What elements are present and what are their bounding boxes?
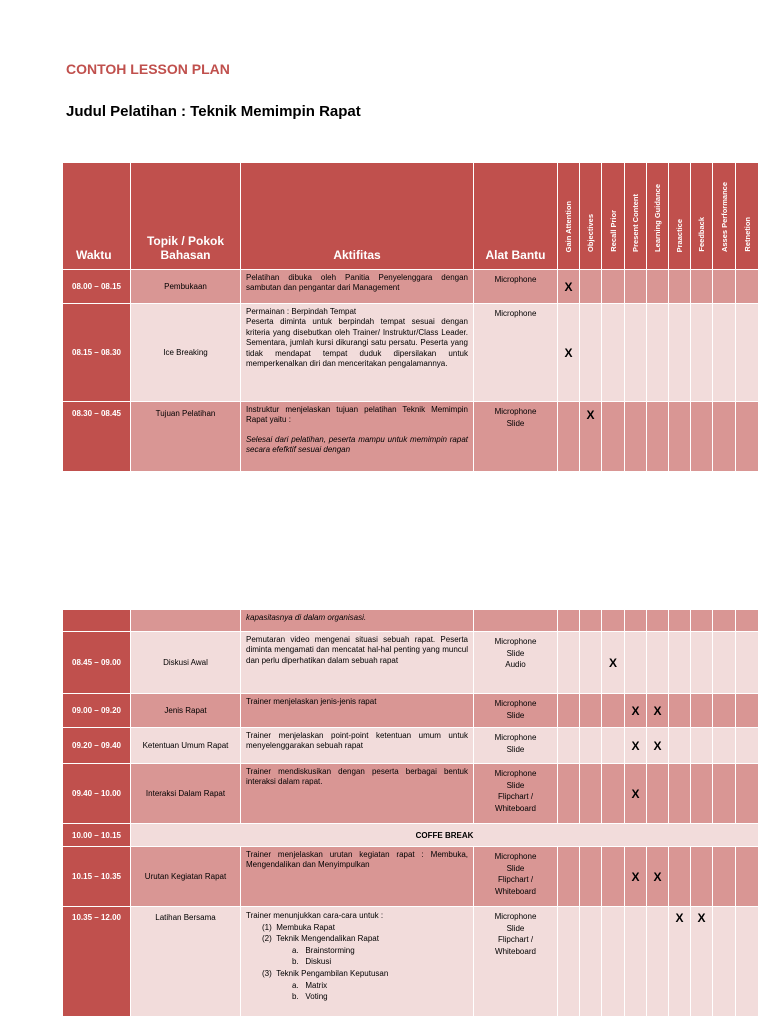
tools-cell: Microphone Slide — [474, 694, 558, 728]
document-title: CONTOH LESSON PLAN — [66, 61, 230, 77]
mark-cell — [558, 764, 580, 824]
coffee-break-label: COFFE BREAK — [131, 824, 759, 847]
mark-cell — [647, 632, 669, 694]
topic-cell: Tujuan Pelatihan — [131, 402, 241, 472]
mark-cell — [625, 632, 647, 694]
mark-cell — [736, 270, 759, 304]
mark-cell — [625, 304, 647, 402]
mark-cell — [647, 402, 669, 472]
mark-cell — [736, 304, 759, 402]
mark-cell — [647, 270, 669, 304]
mark-cell: X — [558, 304, 580, 402]
activity-cell: kapasitasnya di dalam organisasi. — [241, 610, 474, 632]
tools-cell: Microphone — [474, 270, 558, 304]
header-learning-guidance: Learning Guidance — [647, 163, 669, 270]
mark-cell — [736, 907, 759, 1017]
mark-cell — [602, 847, 625, 907]
topic-cell — [131, 610, 241, 632]
tools-cell: Microphone Slide — [474, 728, 558, 764]
mark-cell — [602, 304, 625, 402]
mark-cell — [691, 402, 713, 472]
activity-cell: Trainer menjelaskan point-point ketentuan umum untuk menyelenggarakan sebuah rapat — [241, 728, 474, 764]
topic-cell: Diskusi Awal — [131, 632, 241, 694]
mark-cell: X — [647, 728, 669, 764]
mark-cell — [713, 847, 736, 907]
activity-cell: Trainer menjelaskan urutan kegiatan rapat : Membuka, Mengendalikan dan Menyimpulkan — [241, 847, 474, 907]
mark-cell — [602, 764, 625, 824]
topic-cell: Ice Breaking — [131, 304, 241, 402]
table-row-break — [63, 824, 759, 847]
header-gain-attention: Gain Attention — [558, 163, 580, 270]
mark-cell — [602, 270, 625, 304]
training-title: Judul Pelatihan : Teknik Memimpin Rapat — [66, 103, 361, 120]
mark-cell — [602, 728, 625, 764]
mark-cell: X — [647, 694, 669, 728]
mark-cell: X — [691, 907, 713, 1017]
mark-cell — [625, 402, 647, 472]
mark-cell — [669, 694, 691, 728]
activity-cell: Trainer mendiskusikan dengan peserta berbagai bentuk interaksi dalam rapat. — [241, 764, 474, 824]
mark-cell — [669, 610, 691, 632]
mark-cell — [669, 402, 691, 472]
activity-cell: Instruktur menjelaskan tujuan pelatihan Teknik Memimpin Rapat yaitu : Selesai dari pelatihan, peserta mampu untuk memimpin rapat secara efefktif sesuai dengan — [241, 402, 474, 472]
activity-cell: Pemutaran video mengenai situasi sebuah rapat. Peserta diminta mengamati dan mencatat hal-hal penting yang muncul dan perlu diperhatikan dalam sebuah rapat — [241, 632, 474, 694]
mark-cell: X — [625, 764, 647, 824]
mark-cell — [736, 728, 759, 764]
mark-cell — [580, 847, 602, 907]
mark-cell — [736, 632, 759, 694]
mark-cell — [713, 270, 736, 304]
topic-cell: Jenis Rapat — [131, 694, 241, 728]
table-row — [63, 270, 759, 304]
time-cell: 10.35 – 12.00 — [63, 907, 131, 1017]
mark-cell — [691, 847, 713, 907]
time-cell: 08.45 – 09.00 — [63, 632, 131, 694]
mark-cell — [736, 610, 759, 632]
mark-cell: X — [647, 847, 669, 907]
mark-cell — [691, 632, 713, 694]
activity-list: (1) Membuka Rapat (2) Teknik Mengendalikan Rapat a. Brainstorming b. Diskusi (3) Teknik Pengambilan Keputusan a. Matrix b. Voting — [262, 922, 389, 1002]
tools-cell: Microphone Slide Flipchart / Whiteboard — [474, 764, 558, 824]
mark-cell: X — [625, 694, 647, 728]
topic-cell: Urutan Kegiatan Rapat — [131, 847, 241, 907]
mark-cell — [713, 610, 736, 632]
mark-cell — [713, 764, 736, 824]
table-row — [63, 610, 759, 632]
mark-cell — [691, 694, 713, 728]
mark-cell: X — [580, 402, 602, 472]
tools-cell: Microphone Slide — [474, 402, 558, 472]
mark-cell: X — [558, 270, 580, 304]
mark-cell: X — [669, 907, 691, 1017]
activity-cell: Permainan : Berpindah Tempat Peserta diminta untuk berpindah tempat sesuai dengan kriteria yang disebutkan oleh Trainer/ Instruktur/Class Leader. Sementara, jumlah kursi dikurangi satu persatu. Peserta yang tidak mendapat tempat duduk dipersilakan untuk memperkenalkan diri dan menceritakan pengalamannya. — [241, 304, 474, 402]
topic-cell: Ketentuan Umum Rapat — [131, 728, 241, 764]
mark-cell — [580, 610, 602, 632]
mark-cell — [669, 270, 691, 304]
mark-cell — [558, 907, 580, 1017]
mark-cell — [691, 304, 713, 402]
header-retnetion: Retnetion — [736, 163, 759, 270]
mark-cell — [602, 402, 625, 472]
header-asses-performance: Asses Performance — [713, 163, 736, 270]
mark-cell — [580, 694, 602, 728]
mark-cell — [736, 694, 759, 728]
time-cell: 08.30 – 08.45 — [63, 402, 131, 472]
mark-cell — [669, 847, 691, 907]
mark-cell — [736, 402, 759, 472]
time-cell: 10.15 – 10.35 — [63, 847, 131, 907]
mark-cell — [691, 764, 713, 824]
mark-cell — [602, 694, 625, 728]
mark-cell — [558, 728, 580, 764]
time-cell: 09.00 – 09.20 — [63, 694, 131, 728]
mark-cell — [669, 632, 691, 694]
mark-cell — [625, 907, 647, 1017]
table-row — [63, 402, 759, 472]
mark-cell — [580, 728, 602, 764]
topic-cell: Pembukaan — [131, 270, 241, 304]
tools-cell: Microphone Slide Flipchart / Whiteboard — [474, 847, 558, 907]
header-objectives: Objectives — [580, 163, 602, 270]
table-row — [63, 907, 759, 1017]
time-cell — [63, 610, 131, 632]
mark-cell — [580, 764, 602, 824]
lesson-plan-table-page2 — [62, 609, 759, 1017]
topic-cell: Latihan Bersama — [131, 907, 241, 1017]
table-row — [63, 694, 759, 728]
mark-cell — [558, 610, 580, 632]
mark-cell — [669, 728, 691, 764]
table-row — [63, 728, 759, 764]
mark-cell — [713, 907, 736, 1017]
mark-cell: X — [625, 728, 647, 764]
mark-cell — [580, 632, 602, 694]
activity-cell: Trainer menjelaskan jenis-jenis rapat — [241, 694, 474, 728]
mark-cell — [602, 907, 625, 1017]
header-topik: Topik / Pokok Bahasan — [131, 163, 241, 270]
time-cell: 08.00 – 08.15 — [63, 270, 131, 304]
mark-cell — [558, 402, 580, 472]
table-row — [63, 764, 759, 824]
mark-cell — [713, 728, 736, 764]
header-aktifitas: Aktifitas — [241, 163, 474, 270]
mark-cell — [713, 402, 736, 472]
tools-cell: Microphone Slide Audio — [474, 632, 558, 694]
header-present-content: Present Content — [625, 163, 647, 270]
mark-cell — [602, 610, 625, 632]
mark-cell — [647, 610, 669, 632]
tools-cell: Microphone — [474, 304, 558, 402]
header-alat-bantu: Alat Bantu — [474, 163, 558, 270]
mark-cell — [625, 610, 647, 632]
mark-cell — [625, 270, 647, 304]
activity-cell: Trainer menunjukkan cara-cara untuk : (1) Membuka Rapat (2) Teknik Mengendalikan Rapat a. Brainstorming b. Diskusi (3) Teknik Pengambilan Keputusan a. Matrix b. Voting — [241, 907, 474, 1017]
mark-cell — [713, 304, 736, 402]
mark-cell — [647, 764, 669, 824]
topic-cell: Interaksi Dalam Rapat — [131, 764, 241, 824]
mark-cell — [691, 270, 713, 304]
time-cell: 08.15 – 08.30 — [63, 304, 131, 402]
tools-cell: Microphone Slide Flipchart / Whiteboard — [474, 907, 558, 1017]
mark-cell — [669, 764, 691, 824]
mark-cell — [691, 610, 713, 632]
time-cell: 09.40 – 10.00 — [63, 764, 131, 824]
mark-cell: X — [625, 847, 647, 907]
header-recall-prior: Recall Prior — [602, 163, 625, 270]
mark-cell — [558, 847, 580, 907]
mark-cell — [647, 304, 669, 402]
mark-cell — [669, 304, 691, 402]
header-praactice: Praactice — [669, 163, 691, 270]
table-row — [63, 304, 759, 402]
mark-cell: X — [602, 632, 625, 694]
mark-cell — [558, 694, 580, 728]
mark-cell — [736, 764, 759, 824]
mark-cell — [580, 304, 602, 402]
lesson-plan-table-page1 — [62, 162, 759, 472]
table-row — [63, 632, 759, 694]
tools-cell — [474, 610, 558, 632]
mark-cell — [580, 270, 602, 304]
time-cell: 09.20 – 09.40 — [63, 728, 131, 764]
header-waktu: Waktu — [63, 163, 131, 270]
mark-cell — [580, 907, 602, 1017]
mark-cell — [647, 907, 669, 1017]
mark-cell — [736, 847, 759, 907]
table-row — [63, 847, 759, 907]
mark-cell — [691, 728, 713, 764]
activity-cell: Pelatihan dibuka oleh Panitia Penyelenggara dengan sambutan dan pengantar dari Management — [241, 270, 474, 304]
mark-cell — [558, 632, 580, 694]
header-feedback: Feedback — [691, 163, 713, 270]
time-cell: 10.00 – 10.15 — [63, 824, 131, 847]
mark-cell — [713, 694, 736, 728]
mark-cell — [713, 632, 736, 694]
